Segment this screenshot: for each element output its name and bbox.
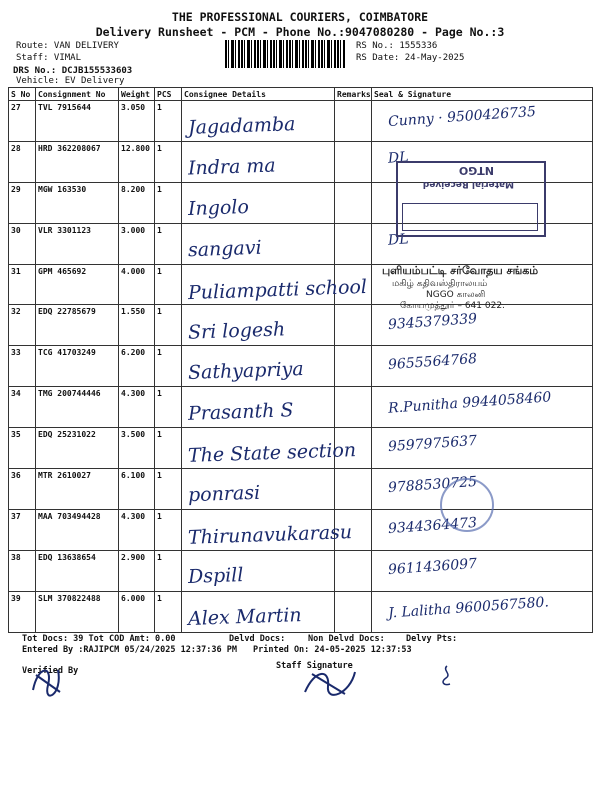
row-consignment-no: TCG 41703249 [36,346,119,387]
footer-non-delvd-docs: Non Delvd Docs: [308,634,385,644]
row-pcs: 1 [155,387,182,428]
row-pcs: 1 [155,591,182,632]
row-consignment-no: MAA 703494428 [36,509,119,550]
handwritten-consignee: Thirunavukarasu [187,521,353,549]
row-sno: 34 [9,387,36,428]
row-remarks-cell [335,141,372,182]
row-remarks-cell [335,469,372,510]
col-sno: S No [9,88,36,101]
rs-date: RS Date: 24-May-2025 [356,53,465,63]
table-header-row [9,88,593,101]
handwritten-consignee: Alex Martin [187,603,302,630]
row-weight: 2.900 [119,550,155,591]
row-sno: 29 [9,182,36,223]
row-remarks-cell [335,387,372,428]
row-weight: 8.200 [119,182,155,223]
stamp-line1: புளியம்பட்டி சர்வோதய சங்கம் [382,264,539,277]
row-sno: 32 [9,305,36,346]
row-pcs: 1 [155,428,182,469]
col-weight: Weight [119,88,155,101]
row-sno: 28 [9,141,36,182]
row-weight: 3.000 [119,223,155,264]
handwritten-signature: 9597975637 [387,433,478,456]
row-remarks-cell [335,346,372,387]
row-sno: 27 [9,101,36,142]
row-pcs: 1 [155,305,182,346]
handwritten-consignee: sangavi [187,236,262,261]
row-pcs: 1 [155,509,182,550]
row-weight: 12.800 [119,141,155,182]
handwritten-signature: 9344364473 [387,514,478,538]
handwritten-consignee: The State section [187,439,357,468]
handwritten-signature: 9611436097 [387,555,478,578]
handwritten-signature: 9345379339 [387,310,478,333]
footer-delvd-docs: Delvd Docs: [229,634,286,644]
handwritten-signature: J. Lalitha 9600567580. [387,594,550,622]
col-pcs: PCS [155,88,182,101]
handwritten-consignee: Sri logesh [187,317,286,344]
row-consignment-no: MGW 163530 [36,182,119,223]
round-seal [440,478,494,532]
staff-signature-scribble [300,664,360,698]
handwritten-consignee: Ingolo [187,195,250,220]
row-weight: 1.550 [119,305,155,346]
handwritten-consignee: Jagadamba [187,113,296,139]
handwritten-consignee: Dspill [187,563,244,588]
row-pcs: 1 [155,550,182,591]
row-weight: 4.300 [119,509,155,550]
row-sno: 31 [9,264,36,305]
footer-verified-by: Verified By [22,666,79,676]
route-label: Route: VAN DELIVERY [16,41,119,51]
staff-label: Staff: VIMAL [16,53,82,63]
company-title: THE PROFESSIONAL COURIERS, COIMBATORE [171,10,429,24]
row-pcs: 1 [155,469,182,510]
handwritten-signature: 9655564768 [387,351,478,374]
handwritten-consignee: Indra ma [187,154,277,180]
row-pcs: 1 [155,223,182,264]
footer-entered-by: Entered By :RAJIPCM 05/24/2025 12:37:36 PM [22,645,237,655]
stamp-line3: NGGO காலனி [426,290,486,300]
table-row [9,469,593,510]
verified-signature-scribble [28,660,68,700]
row-remarks-cell [335,305,372,346]
footer-tot-docs: Tot Docs: 39 Tot COD Amt: 0.00 [22,634,176,644]
runsheet-subtitle: Delivery Runsheet - PCM - Phone No.:9047080280 - Page No.:3 [95,25,505,39]
footer-printed-on: Printed On: 24-05-2025 12:37:53 [253,645,412,655]
col-remarks: Remarks [335,88,372,101]
material-received-stamp [396,161,546,237]
handwritten-signature: DL [387,149,410,167]
row-weight: 6.100 [119,469,155,510]
vehicle-label: Vehicle: EV Delivery [16,76,125,86]
col-consignment: Consignment No [36,88,119,101]
row-weight: 6.000 [119,591,155,632]
row-sno: 35 [9,428,36,469]
drs-number: DRS No.: DCJB155533603 [13,66,133,76]
row-consignment-no: TMG 200744446 [36,387,119,428]
barcode [225,40,345,68]
row-weight: 4.300 [119,387,155,428]
row-remarks-cell [335,223,372,264]
stamp-line2: மகிழ் கதிவஸ்திராலயம் [392,279,488,289]
row-consignment-no: EDQ 22785679 [36,305,119,346]
row-consignment-no: SLM 370822488 [36,591,119,632]
row-remarks-cell [335,591,372,632]
handwritten-consignee: Prasanth S [187,399,294,426]
row-consignment-no: GPM 465692 [36,264,119,305]
stamp-ntgo-text: NTGO [458,164,494,177]
row-pcs: 1 [155,141,182,182]
small-scribble [440,664,454,688]
stamp-line4: கோயமுத்தூர் – 641 022. [400,301,505,311]
row-sno: 36 [9,469,36,510]
row-sno: 37 [9,509,36,550]
handwritten-signature: DL [387,230,410,249]
col-seal-signature: Seal & Signature [372,88,593,101]
row-sno: 38 [9,550,36,591]
row-weight: 6.200 [119,346,155,387]
row-remarks-cell [335,182,372,223]
row-consignment-no: VLR 3301123 [36,223,119,264]
sarvodaya-sangam-stamp [382,264,582,312]
col-consignee: Consignee Details [182,88,335,101]
stamp-material-received-text: Material Received [422,179,514,189]
handwritten-signature: 9788530725 [387,474,478,497]
row-pcs: 1 [155,264,182,305]
handwritten-signature: Cunny · 9500426735 [387,103,537,131]
row-consignment-no: TVL 7915644 [36,101,119,142]
table-row [9,550,593,591]
row-weight: 4.000 [119,264,155,305]
handwritten-consignee: Sathyapriya [187,358,305,385]
row-pcs: 1 [155,182,182,223]
handwritten-consignee: ponrasi [187,481,261,507]
rs-number: RS No.: 1555336 [356,41,438,51]
row-remarks-cell [335,101,372,142]
row-consignment-no: HRD 362208067 [36,141,119,182]
handwritten-consignee: Puliampatti school [187,275,368,304]
footer-delvy-pts: Delvy Pts: [406,634,458,644]
row-remarks-cell [335,550,372,591]
row-consignment-no: EDQ 13638654 [36,550,119,591]
row-consignment-no: MTR 2610027 [36,469,119,510]
row-sno: 30 [9,223,36,264]
row-pcs: 1 [155,346,182,387]
row-sno: 39 [9,591,36,632]
row-weight: 3.500 [119,428,155,469]
footer-staff-signature: Staff Signature [276,661,353,671]
row-pcs: 1 [155,101,182,142]
handwritten-signature: R.Punitha 9944058460 [387,389,552,417]
row-weight: 3.050 [119,101,155,142]
row-consignment-no: EDQ 25231022 [36,428,119,469]
row-sno: 33 [9,346,36,387]
